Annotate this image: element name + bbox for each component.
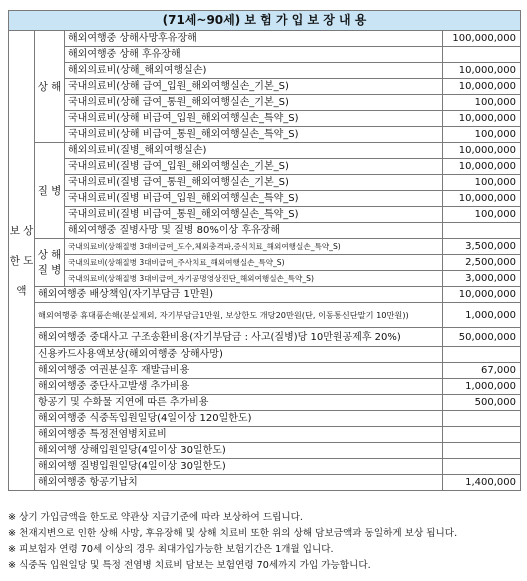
coverage-amount: 100,000 xyxy=(443,127,521,143)
coverage-amount: 10,000,000 xyxy=(443,191,521,207)
coverage-item-label: 해외여행중 휴대품손해(분실제외, 자기부담금1만원, 보상한도 개당20만원(단, 이동통신단말기 10만원)) xyxy=(35,303,443,328)
coverage-table xyxy=(8,10,521,491)
coverage-table-body xyxy=(9,11,521,491)
table-row xyxy=(9,328,521,347)
coverage-amount: 10,000,000 xyxy=(443,63,521,79)
coverage-item-label: 해외여행중 식중독입원일당(4일이상 120일한도) xyxy=(35,411,443,427)
table-row xyxy=(9,287,521,303)
coverage-item-label: 신용카드사용액보상(해외여행중 상해사망) xyxy=(35,347,443,363)
title-row xyxy=(9,11,521,31)
table-row xyxy=(9,239,521,255)
table-row xyxy=(9,79,521,95)
coverage-item-label: 국내의료비(질병 비급여_통원_해외여행실손_특약_S) xyxy=(65,207,443,223)
table-row xyxy=(9,175,521,191)
coverage-amount: 100,000 xyxy=(443,207,521,223)
coverage-amount: 500,000 xyxy=(443,395,521,411)
coverage-amount xyxy=(443,223,521,239)
coverage-amount: 1,400,000 xyxy=(443,475,521,491)
notes-section xyxy=(8,510,524,574)
table-row xyxy=(9,95,521,111)
coverage-item-label: 해외여행 상해입원일당(4일이상 30일한도) xyxy=(35,443,443,459)
table-row xyxy=(9,207,521,223)
table-row xyxy=(9,443,521,459)
injury-illness-category-cell: 상 해 질 병 xyxy=(35,239,65,287)
note-line: ※ 천재지변으로 인한 상해 사망, 후유장해 및 상해 치료비 또한 위의 상해 담보금액과 동일하게 보상 됩니다. xyxy=(8,528,458,539)
note-line: ※ 상기 가입금액을 한도로 약관상 지급기준에 따라 보상하여 드립니다. xyxy=(8,512,303,523)
coverage-amount: 50,000,000 xyxy=(443,328,521,347)
table-row xyxy=(9,143,521,159)
coverage-amount: 10,000,000 xyxy=(443,287,521,303)
coverage-item-label: 해외여행중 상해사망후유장해 xyxy=(65,31,443,47)
coverage-amount: 1,000,000 xyxy=(443,303,521,328)
coverage-item-label: 국내의료비(상해 비급여_통원_해외여행실손_특약_S) xyxy=(65,127,443,143)
note-line: ※ 피보험자 연령 70세 이상의 경우 최대가입가능한 보험기간은 1개월 입니다. xyxy=(8,544,334,555)
table-row xyxy=(9,47,521,63)
coverage-amount: 100,000 xyxy=(443,175,521,191)
coverage-item-label: 해외여행중 중단사고발생 추가비용 xyxy=(35,379,443,395)
coverage-amount: 10,000,000 xyxy=(443,79,521,95)
coverage-amount xyxy=(443,411,521,427)
illness-category-cell: 질 병 xyxy=(35,143,65,239)
coverage-item-label: 해외의료비(질병_해외여행실손) xyxy=(65,143,443,159)
coverage-item-label: 국내의료비(상해 급여_입원_해외여행실손_기본_S) xyxy=(65,79,443,95)
coverage-item-label: 해외여행중 항공기납치 xyxy=(35,475,443,491)
table-row xyxy=(9,31,521,47)
coverage-item-label: 국내의료비(질병 급여_통원_해외여행실손_기본_S) xyxy=(65,175,443,191)
coverage-amount xyxy=(443,459,521,475)
coverage-amount xyxy=(443,443,521,459)
table-row xyxy=(9,159,521,175)
coverage-amount: 10,000,000 xyxy=(443,143,521,159)
table-row xyxy=(9,127,521,143)
table-row xyxy=(9,223,521,239)
coverage-amount: 3,500,000 xyxy=(443,239,521,255)
coverage-amount xyxy=(443,47,521,63)
table-row xyxy=(9,379,521,395)
coverage-amount xyxy=(443,427,521,443)
main-category-cell: 보 상 한 도 액 xyxy=(9,31,35,491)
table-row xyxy=(9,191,521,207)
coverage-amount: 100,000,000 xyxy=(443,31,521,47)
note-line: ※ 식중독 입원일당 및 특정 전염병 치료비 담보는 보험연령 70세까지 가입 가능합니다. xyxy=(8,560,371,571)
coverage-amount: 10,000,000 xyxy=(443,111,521,127)
coverage-item-label: 국내의료비(상해질병 3대비급여_자기공명영상진단_해외여행실손_특약_S) xyxy=(65,271,443,287)
table-row xyxy=(9,111,521,127)
table-row xyxy=(9,459,521,475)
coverage-item-label: 해외여행중 여권분실후 재발급비용 xyxy=(35,363,443,379)
coverage-item-label: 해외여행 질병입원일당(4일이상 30일한도) xyxy=(35,459,443,475)
table-row xyxy=(9,271,521,287)
table-title: (71세~90세) 보 험 가 입 보 장 내 용 xyxy=(9,11,521,31)
injury-category-cell: 상 해 xyxy=(35,31,65,143)
coverage-item-label: 해외의료비(상해_해외여행실손) xyxy=(65,63,443,79)
coverage-item-label: 국내의료비(질병 급여_입원_해외여행실손_기본_S) xyxy=(65,159,443,175)
table-row xyxy=(9,347,521,363)
coverage-item-label: 국내의료비(상해 비급여_입원_해외여행실손_특약_S) xyxy=(65,111,443,127)
coverage-item-label: 해외여행중 질병사망 및 질병 80%이상 후유장해 xyxy=(65,223,443,239)
coverage-item-label: 국내의료비(상해 급여_통원_해외여행실손_기본_S) xyxy=(65,95,443,111)
coverage-amount: 10,000,000 xyxy=(443,159,521,175)
table-row xyxy=(9,63,521,79)
coverage-item-label: 국내의료비(질병 비급여_입원_해외여행실손_특약_S) xyxy=(65,191,443,207)
coverage-amount xyxy=(443,347,521,363)
table-row xyxy=(9,427,521,443)
table-row xyxy=(9,363,521,379)
coverage-item-label: 항공기 및 수화물 지연에 따른 추가비용 xyxy=(35,395,443,411)
coverage-amount: 100,000 xyxy=(443,95,521,111)
coverage-item-label: 국내의료비(상해질병 3대비급여_주사치료_해외여행실손_특약_S) xyxy=(65,255,443,271)
coverage-sheet xyxy=(8,10,520,491)
table-row xyxy=(9,255,521,271)
coverage-amount: 3,000,000 xyxy=(443,271,521,287)
coverage-item-label: 해외여행중 중대사고 구조송환비용(자기부담금 : 사고(질병)당 10만원공제후 20%) xyxy=(35,328,443,347)
coverage-item-label: 해외여행중 특정전염병치료비 xyxy=(35,427,443,443)
table-row xyxy=(9,475,521,491)
coverage-amount: 67,000 xyxy=(443,363,521,379)
coverage-item-label: 국내의료비(상해질병 3대비급여_도수,체외충격파,증식치료_해외여행실손_특약_S) xyxy=(65,239,443,255)
coverage-amount: 1,000,000 xyxy=(443,379,521,395)
coverage-amount: 2,500,000 xyxy=(443,255,521,271)
coverage-item-label: 해외여행중 상해 후유장해 xyxy=(65,47,443,63)
coverage-item-label: 해외여행중 배상책임(자기부담금 1만원) xyxy=(35,287,443,303)
table-row xyxy=(9,395,521,411)
table-row xyxy=(9,411,521,427)
table-row xyxy=(9,303,521,328)
